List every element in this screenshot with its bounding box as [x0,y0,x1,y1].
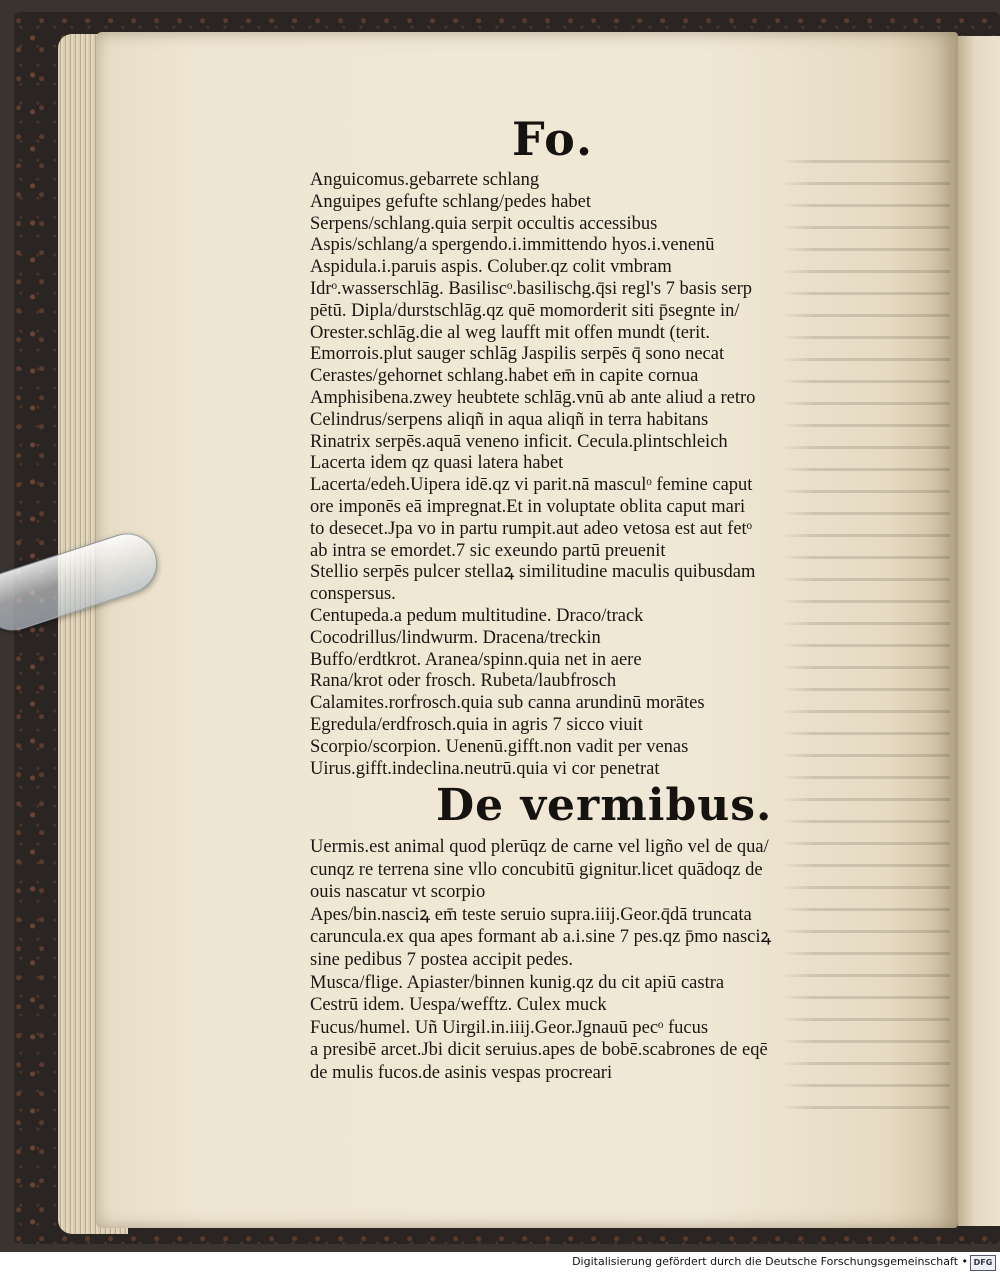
text-line: conspersus. [310,584,396,605]
text-line: de mulis fucos.de asinis vespas procreari [310,1062,613,1083]
folio-header: Fo. [512,112,595,166]
dfg-logo-icon: DFG [970,1255,996,1271]
text-line: Uermis.est animal quod plerūqz de carne vel ligño vel de qua/ [310,837,769,857]
text-line: Amphisibena.zwey heubtete schlāg.vnū ab ante aliud a retro [310,387,756,408]
text-line: caruncula.ex qua apes formant ab a.i.sine 7 pes.qz p̄mo nasciꝝ [310,927,772,948]
text-line: Aspis/schlang/a spergendo.i.immittendo hyos.i.venenū [310,235,715,256]
text-line: Serpens/schlang.quia serpit occultis accessibus [310,213,658,234]
text-line: pētū. Dipla/durstschlāg.qz quē momorderit siti p̄segnte in/ [310,300,740,321]
text-line: a presibē arcet.Jbi dicit seruius.apes de bobē.scabrones de eqē [310,1040,768,1061]
text-line: Buffo/erdtkrot. Aranea/spinn.quia net in aere [310,649,642,670]
text-line: Scorpio/scorpion. Uenenū.gifft.non vadit per venas [310,736,689,757]
text-line: Stellio serpēs pulcer stellaꝝ similitudine maculis quibusdam [310,562,756,583]
footer-bar [0,1252,1000,1273]
text-line: Rinatrix serpēs.aquā veneno inficit. Cecula.plintschleich [310,431,728,452]
text-line: Anguicomus.gebarrete schlang [310,170,540,190]
text-line: Musca/flige. Apiaster/binnen kunig.qz du cit apiū castra [310,972,725,993]
text-line: Lacerta/edeh.Uipera idē.qz vi parit.nā masculᵒ femine caput [310,475,753,496]
funding-credit: Digitalisierung gefördert durch die Deutsche Forschungsgemeinschaft • [572,1255,968,1268]
text-line: Cocodrillus/lindwurm. Dracena/treckin [310,627,601,648]
text-line: Fucus/humel. Uñ Uirgil.in.iiij.Geor.Jgnauū pecᵒ fucus [310,1017,709,1038]
section-heading: De vermibus. [436,780,773,831]
text-line: Apes/bin.nasciꝝ em̄ teste seruio supra.iiij.Geor.q̄dā truncata [310,904,752,925]
text-line: Idrᵒ.wasserschlāg. Basiliscᵒ.basilischg.q̄si regl's 7 basis serp [310,278,752,299]
text-block-top [310,170,870,780]
text-line: Cerastes/gehornet schlang.habet em̄ in capite cornua [310,366,699,387]
text-line: Rana/krot oder frosch. Rubeta/laubfrosch [310,671,617,692]
text-line: Egredula/erdfrosch.quia in agris 7 sicco viuit [310,714,643,735]
text-line: ab intra se emordet.7 sic exeundo partū preuenit [310,540,666,561]
text-line: Aspidula.i.paruis aspis. Coluber.qz colit vmbram [310,257,672,278]
text-line: sine pedibus 7 postea accipit pedes. [310,949,574,970]
text-line: Calamites.rorfrosch.quia sub canna arundinū morātes [310,693,705,714]
right-page-edge [958,36,1000,1226]
text-line: Cestrū idem. Uespa/wefftz. Culex muck [310,995,607,1016]
text-line: cunqz re terrena sine vllo concubitū gignitur.licet quādoqz de [310,859,763,880]
text-line: Lacerta idem qz quasi latera habet [310,453,564,474]
text-line: to desecet.Jpa vo in partu rumpit.aut adeo vetosa est aut fetᵒ [310,518,752,539]
text-line: ouis nascatur vt scorpio [310,882,486,903]
text-line: Centupeda.a pedum multitudine. Draco/track [310,605,644,626]
text-line: Uirus.gifft.indeclina.neutrū.quia vi cor penetrat [310,758,660,779]
text-line: Emorrois.plut sauger schlāg Jaspilis serpēs q̄ sono necat [310,344,725,365]
text-block-bottom [310,836,870,1085]
text-line: Anguipes gefufte schlang/pedes habet [310,191,592,212]
text-line: Celindrus/serpens aliqñ in aqua aliqñ in terra habitans [310,409,709,430]
text-line: ore imponēs eā impregnat.Et in voluptate oblita caput mari [310,496,746,517]
text-line: Orester.schlāg.die al weg laufft mit offen mundt (terit. [310,322,711,343]
